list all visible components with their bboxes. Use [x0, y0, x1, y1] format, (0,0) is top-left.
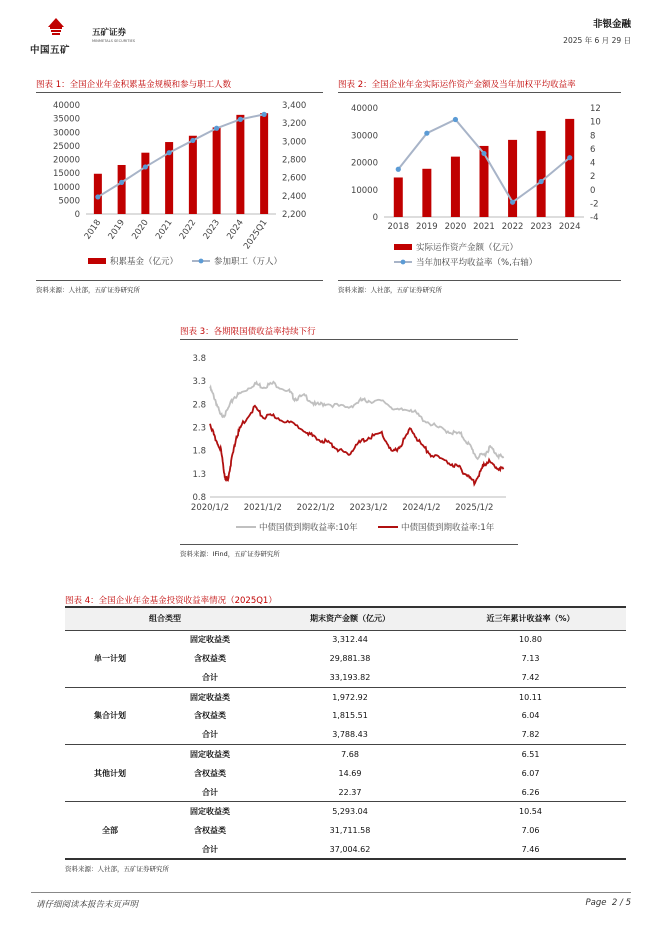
- y-tick-label: 2.8: [192, 400, 206, 411]
- figure3-chart: [176, 343, 516, 543]
- assets-cell: 31,711.58: [329, 825, 371, 835]
- x-tick-label: 2023: [201, 217, 223, 242]
- x-tick-label: 2023: [530, 222, 552, 232]
- figure1-chart: [30, 96, 330, 276]
- figure2-top-rule: [338, 92, 621, 93]
- series-point: [539, 179, 544, 184]
- table-row: [65, 630, 626, 649]
- y2-tick-label: 2,200: [282, 210, 307, 220]
- bar: [260, 113, 268, 214]
- legend-line-label: 当年加权平均收益率（%,右轴）: [416, 258, 538, 268]
- table-source: 资料来源：人社部，五矿证券研究所: [65, 865, 169, 873]
- assets-cell: 33,193.82: [265, 668, 435, 687]
- series-point: [190, 138, 195, 143]
- asset-type-cell: 含权益类: [194, 711, 226, 721]
- x-tick-label: 2021: [153, 217, 175, 242]
- y-tick-label: 1.3: [192, 469, 206, 480]
- asset-type-cell: 固定收益类: [190, 692, 230, 702]
- bar: [537, 131, 546, 217]
- legend-bar-swatch: [394, 244, 412, 250]
- x-tick-label: 2024: [225, 217, 246, 242]
- page-num: 2 / 5: [611, 898, 631, 908]
- series-point: [167, 150, 172, 155]
- x-tick-label: 2019: [106, 217, 128, 242]
- bar: [480, 146, 489, 217]
- y2-tick-label: 0: [590, 185, 596, 196]
- y2-tick-label: 3,000: [282, 137, 307, 148]
- y-tick-label: 10000: [52, 182, 80, 193]
- legend-line-1y-label: 中债国债到期收益率:1年: [401, 523, 495, 533]
- y2-tick-label: 4: [590, 158, 596, 169]
- series-point: [481, 151, 486, 156]
- series-point: [567, 155, 572, 160]
- y-tick-label: 40000: [52, 101, 80, 111]
- asset-type-cell: 合计: [155, 725, 265, 744]
- y2-tick-label: 8: [590, 131, 596, 142]
- securities-name-en: MINMETALS SECURITIES: [92, 39, 136, 43]
- return-cell: 7.82: [435, 725, 626, 744]
- footer-disclaimer-note: 请仔细阅读本报告末页声明: [36, 900, 139, 910]
- series-point: [119, 180, 124, 185]
- legend-line-label: 参加职工（万人）: [214, 257, 283, 267]
- figure2-source: 资料来源：人社部，五矿证券研究所: [338, 286, 442, 294]
- series-point: [453, 117, 458, 122]
- footer-rule: [31, 892, 631, 893]
- return-cell: 7.06: [521, 825, 540, 835]
- y-tick-label: 3.3: [192, 377, 206, 388]
- x-tick-label: 2024/1/2: [402, 503, 441, 513]
- x-tick-label: 2020: [130, 217, 151, 242]
- x-tick-label: 2021/1/2: [243, 503, 282, 513]
- asset-type-cell: 含权益类: [194, 768, 226, 778]
- series-point: [214, 126, 219, 131]
- asset-type-cell: 固定收益类: [190, 807, 230, 817]
- bar: [94, 174, 102, 214]
- series-line: [210, 406, 503, 485]
- y2-tick-label: 2,400: [282, 191, 307, 202]
- series-point: [95, 194, 100, 199]
- figure3-title: 图表 3：各期限国债收益率持续下行: [180, 327, 316, 337]
- assets-cell: 1,972.92: [332, 692, 368, 702]
- assets-cell: 37,004.62: [265, 840, 435, 859]
- y2-tick-label: -2: [590, 199, 599, 210]
- legend-line-10y-label: 中债国债到期收益率:10年: [259, 523, 358, 533]
- assets-cell: 3,312.44: [332, 635, 368, 645]
- y-tick-label: 25000: [52, 141, 80, 152]
- y2-tick-label: 12: [590, 104, 601, 114]
- figure2-bottom-rule: [338, 280, 621, 281]
- x-tick-label: 2025/1/2: [455, 503, 494, 513]
- series-point: [510, 200, 515, 205]
- figure3-bottom-rule: [180, 544, 518, 545]
- company-name: 中国五矿: [30, 45, 71, 56]
- legend-line-marker: [401, 260, 406, 265]
- page-label: Page: [585, 898, 607, 908]
- bar: [213, 127, 221, 214]
- header-return: 近三年累计收益率（%）: [435, 607, 626, 630]
- figure2-title: 图表 2：全国企业年金实际运作资产金额及当年加权平均收益率: [338, 80, 576, 90]
- x-tick-label: 2018: [387, 222, 410, 232]
- y-tick-label: 0: [372, 213, 378, 223]
- y2-tick-label: 3,200: [282, 119, 307, 130]
- figure3-source: 资料来源：IFind，五矿证券研究所: [180, 550, 280, 558]
- y2-tick-label: 3,400: [282, 101, 307, 111]
- x-tick-label: 2020: [444, 222, 467, 232]
- y-tick-label: 3.8: [192, 354, 206, 364]
- asset-type-cell: 固定收益类: [190, 749, 230, 759]
- header-assets: 期末资产金额（亿元）: [265, 607, 435, 630]
- x-tick-label: 2025Q1: [242, 217, 270, 252]
- figure2-chart: [334, 96, 624, 276]
- x-tick-label: 2019: [416, 222, 438, 232]
- return-cell: 10.80: [519, 635, 542, 645]
- legend-line-marker: [199, 259, 204, 264]
- y-tick-label: 0: [74, 210, 80, 220]
- legend-bar-label: 积累基金（亿元）: [110, 257, 179, 267]
- company-logo: [30, 16, 150, 54]
- x-tick-label: 2024: [558, 222, 581, 232]
- y-tick-label: 0.8: [192, 493, 206, 503]
- legend-bar-swatch: [88, 258, 106, 264]
- assets-cell: 22.37: [265, 783, 435, 802]
- series-point: [262, 112, 267, 117]
- series-point: [238, 117, 243, 122]
- figure1-bottom-rule: [36, 280, 323, 281]
- report-category: 非银金融: [592, 19, 631, 30]
- bar: [508, 140, 517, 217]
- minmetals-logo-icon: [46, 16, 66, 38]
- asset-type-cell: 合计: [155, 840, 265, 859]
- y2-tick-label: 10: [590, 117, 601, 128]
- x-tick-label: 2022/1/2: [296, 503, 335, 513]
- asset-type-cell: 固定收益类: [190, 635, 230, 645]
- y-tick-label: 40000: [350, 104, 378, 114]
- table-row: [65, 745, 626, 764]
- assets-cell: 14.69: [338, 768, 362, 778]
- return-cell: 7.42: [435, 668, 626, 687]
- table-row: [65, 802, 626, 821]
- return-cell: 6.04: [521, 711, 540, 721]
- return-cell: 10.54: [519, 807, 542, 817]
- y-tick-label: 35000: [52, 114, 80, 125]
- table-header-row: [65, 607, 626, 630]
- bar: [189, 136, 197, 214]
- table-title: 图表 4：全国企业年金基金投资收益率情况（2025Q1）: [65, 596, 277, 606]
- securities-name: 五矿证券: [92, 28, 127, 38]
- bar: [118, 165, 126, 214]
- y-tick-label: 30000: [350, 131, 378, 142]
- assets-cell: 29,881.38: [329, 654, 371, 664]
- assets-cell: 7.68: [341, 749, 359, 759]
- asset-type-cell: 含权益类: [194, 825, 226, 835]
- x-tick-label: 2023/1/2: [349, 503, 388, 513]
- bar: [565, 119, 574, 217]
- asset-type-cell: 合计: [155, 668, 265, 687]
- return-cell: 10.11: [519, 692, 542, 702]
- bar: [394, 177, 403, 217]
- y-tick-label: 10000: [350, 185, 378, 196]
- assets-cell: 5,293.04: [332, 807, 368, 817]
- return-cell: 7.46: [435, 840, 626, 859]
- y2-tick-label: 2,600: [282, 173, 307, 184]
- figure3-top-rule: [180, 339, 518, 340]
- return-cell: 6.26: [435, 783, 626, 802]
- report-date: 2025 年 6 月 29 日: [563, 36, 631, 45]
- asset-type-cell: 含权益类: [194, 654, 226, 664]
- return-cell: 6.07: [521, 768, 540, 778]
- y-tick-label: 2.3: [192, 423, 206, 434]
- figure1-title: 图表 1：全国企业年金积累基金规模和参与职工人数: [36, 80, 232, 90]
- y2-tick-label: 6: [590, 144, 596, 155]
- assets-cell: 3,788.43: [265, 725, 435, 744]
- bar: [141, 153, 149, 214]
- y-tick-label: 30000: [52, 128, 80, 139]
- series-point: [424, 131, 429, 136]
- x-tick-label: 2021: [473, 222, 495, 232]
- series-point: [143, 164, 148, 169]
- x-tick-label: 2022: [177, 217, 199, 242]
- series-point: [396, 167, 401, 172]
- series-line: [210, 382, 503, 459]
- figure1-source: 资料来源：人社部，五矿证券研究所: [36, 286, 140, 294]
- y2-tick-label: 2,800: [282, 155, 307, 166]
- footer-page-number: [586, 898, 631, 908]
- group-name-cell: 全部: [65, 802, 155, 859]
- y2-tick-label: 2: [590, 172, 596, 183]
- header-portfolio-type: 组合类型: [65, 607, 265, 630]
- bar: [451, 157, 460, 217]
- asset-type-cell: 合计: [155, 783, 265, 802]
- x-tick-label: 2020/1/2: [190, 503, 230, 513]
- y2-tick-label: -4: [590, 213, 599, 223]
- x-tick-label: 2022: [501, 222, 524, 232]
- group-name-cell: 集合计划: [65, 687, 155, 744]
- return-cell: 7.13: [521, 654, 540, 664]
- y-tick-label: 15000: [52, 169, 80, 180]
- return-cell: 6.51: [521, 749, 540, 759]
- returns-table: [65, 606, 626, 860]
- bar: [236, 115, 244, 214]
- y-tick-label: 1.8: [192, 446, 206, 457]
- group-name-cell: 其他计划: [65, 745, 155, 802]
- y-tick-label: 20000: [52, 155, 80, 166]
- assets-cell: 1,815.51: [332, 711, 368, 721]
- x-tick-label: 2018: [82, 217, 104, 242]
- y-tick-label: 5000: [58, 196, 80, 207]
- y-tick-label: 20000: [350, 158, 378, 169]
- bar: [422, 169, 431, 217]
- figure1-top-rule: [36, 92, 323, 93]
- table-row: [65, 687, 626, 706]
- group-name-cell: 单一计划: [65, 630, 155, 687]
- legend-bar-label: 实际运作资产金额（亿元）: [416, 243, 519, 253]
